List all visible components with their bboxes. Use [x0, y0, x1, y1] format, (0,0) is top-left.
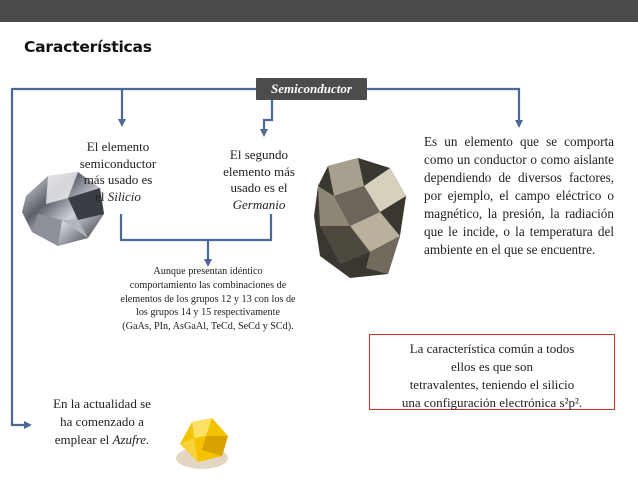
germanium-text: El segundo elemento más usado es el Germanio — [223, 147, 295, 212]
sulfur-emphasis: Azufre. — [112, 432, 150, 447]
semiconductor-label: Semiconductor — [256, 78, 367, 100]
germanium-image — [310, 156, 410, 281]
silicon-emphasis: Silicio — [107, 188, 141, 204]
common-feature-text: La característica común a todos ellos es que son tetravalentes, teniendo el silicio una configuración electrónica s²p². — [401, 341, 583, 410]
combinations-text: Aunque presentan idéntico comportamiento las combinaciones de elementos de los grupos 12 y 13 con los de los grupos 14 y 15 respectivamente (GaAs, PIn, AsGaAl, TeCd, SeCd y SCd). — [120, 266, 296, 333]
page-title: Características — [24, 38, 152, 56]
sulfur-text: En la actualidad se ha comenzado a emplear el Azufre. — [53, 396, 151, 447]
silicon-text: El elemento semiconductor más usado es el Silicio — [79, 139, 157, 204]
connector-definition — [367, 89, 519, 124]
connector-germanium — [264, 100, 272, 133]
sulfur-image — [172, 410, 232, 472]
germanium-emphasis: Germanio — [232, 196, 286, 212]
definition-text: Es un elemento que se comporta como un conductor o como aislante dependiendo de diversos factores, por ejemplo, el campo eléctrico o magnético, la presión, la radiación que le incide, o la temperatura del ambiente en el que se encuentre. — [424, 134, 614, 257]
connector-merge — [121, 214, 271, 240]
